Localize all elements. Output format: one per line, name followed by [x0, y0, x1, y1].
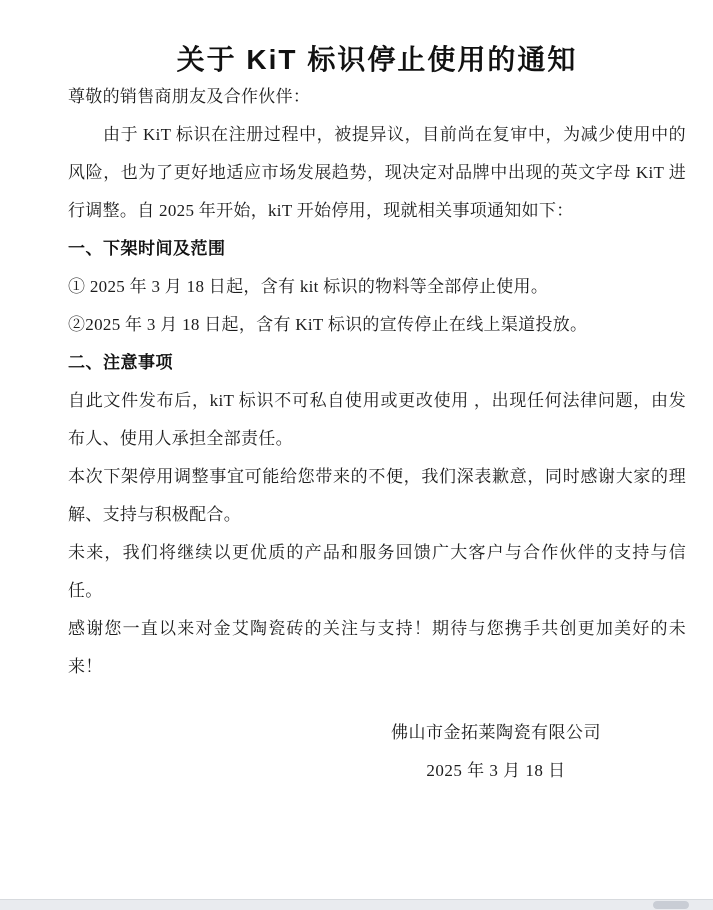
document-viewport [0, 42, 713, 910]
scrollbar-thumb[interactable] [653, 901, 689, 909]
section-heading-2: 二、注意事项 [68, 353, 173, 372]
document-page [0, 42, 713, 790]
intro-paragraph: 由于 KiT 标识在注册过程中，被提异议，目前尚在复审中，为减少使用中的风险，也为了更好地适应市场发展趋势，现决定对品牌中出现的英文字母 KiT 进行调整。自 2025 年开始，kiT 开始停用，现就相关事项通知如下： [68, 125, 686, 220]
company-name: 佛山市金拓莱陶瓷有限公司 [391, 723, 601, 742]
document-title: 关于 KiT 标识停止使用的通知 [176, 44, 578, 75]
salutation-line: 尊敬的销售商朋友及合作伙伴： [68, 87, 311, 106]
section1-item-1: ① 2025 年 3 月 18 日起，含有 kit 标识的物料等全部停止使用。 [68, 277, 549, 296]
section2-paragraph-4: 感谢您一直以来对金艾陶瓷砖的关注与支持！期待与您携手共创更加美好的未来！ [68, 619, 686, 676]
section1-item-2: ②2025 年 3 月 18 日起，含有 KiT 标识的宣传停止在线上渠道投放。 [68, 315, 588, 334]
signature-date: 2025 年 3 月 18 日 [426, 761, 566, 780]
section2-paragraph-1: 自此文件发布后，kiT 标识不可私自使用或更改使用 ，出现任何法律问题，由发布人、使用人承担全部责任。 [68, 391, 686, 448]
signature-block [391, 714, 601, 790]
section-heading-1: 一、下架时间及范围 [68, 239, 226, 258]
section2-paragraph-2: 本次下架停用调整事宜可能给您带来的不便，我们深表歉意，同时感谢大家的理解、支持与积极配合。 [68, 467, 686, 524]
section2-paragraph-3: 未来，我们将继续以更优质的产品和服务回馈广大客户与合作伙伴的支持与信任。 [68, 543, 686, 600]
horizontal-scrollbar[interactable] [0, 899, 713, 910]
